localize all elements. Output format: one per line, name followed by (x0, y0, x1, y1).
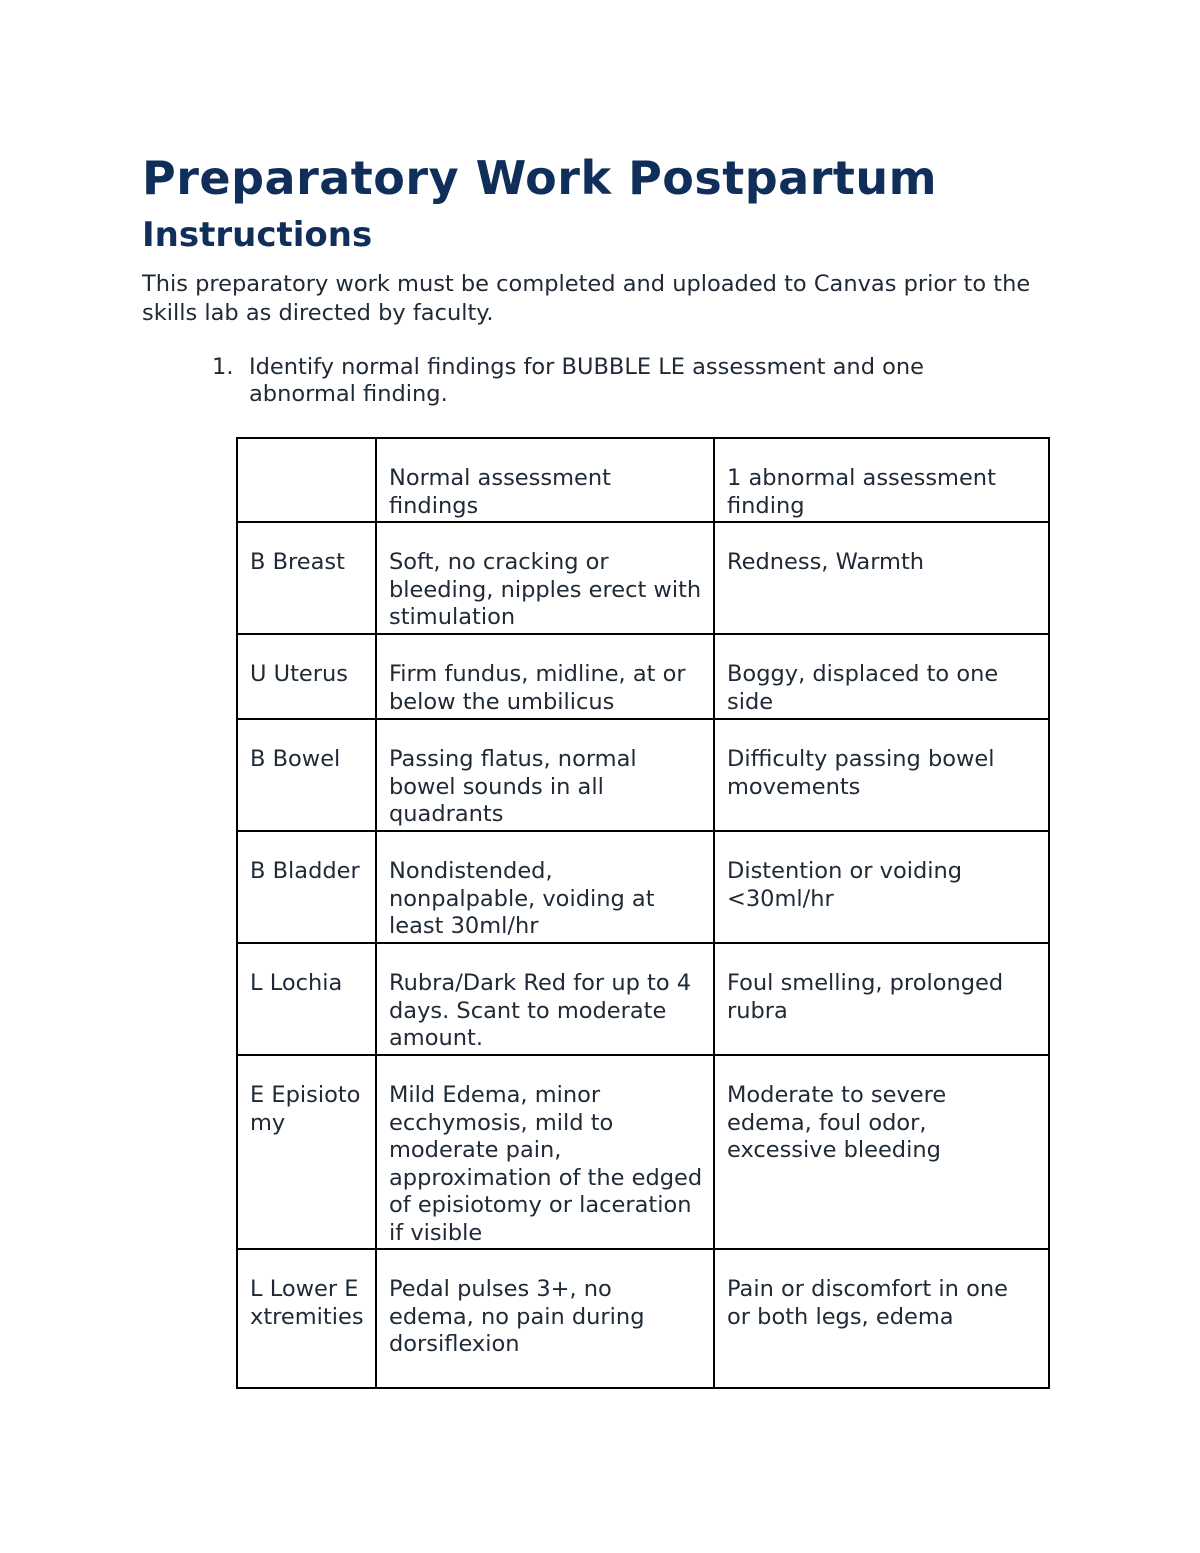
normal-finding-cell: Rubra/Dark Red for up to 4 days. Scant to moderate amount. (376, 943, 714, 1055)
table-row (237, 1249, 1049, 1388)
abnormal-finding-cell: Moderate to severe edema, foul odor, excessive bleeding (714, 1055, 1049, 1249)
table-row (237, 634, 1049, 719)
row-label-cell: L Lochia (237, 943, 376, 1055)
table-row (237, 1055, 1049, 1249)
abnormal-finding-cell: Difficulty passing bowel movements (714, 719, 1049, 831)
row-label-cell: B Bowel (237, 719, 376, 831)
normal-finding-cell: Passing flatus, normal bowel sounds in all quadrants (376, 719, 714, 831)
row-label-cell: B Bladder (237, 831, 376, 943)
header-cell-empty (237, 438, 376, 522)
row-label-cell: L Lower Extremities (237, 1249, 376, 1388)
abnormal-finding-cell: Foul smelling, prolonged rubra (714, 943, 1049, 1055)
normal-finding-cell: Nondistended, nonpalpable, voiding at least 30ml/hr (376, 831, 714, 943)
normal-finding-cell: Firm fundus, midline, at or below the umbilicus (376, 634, 714, 719)
numbered-list-item (212, 354, 1012, 408)
intro-paragraph: This preparatory work must be completed and uploaded to Canvas prior to the skills lab as directed by faculty. (142, 271, 1031, 326)
abnormal-finding-cell: Pain or discomfort in one or both legs, edema (714, 1249, 1049, 1388)
abnormal-finding-cell: Redness, Warmth (714, 522, 1049, 634)
table-header-row (237, 438, 1049, 522)
normal-finding-cell: Mild Edema, minor ecchymosis, mild to moderate pain, approximation of the edged of episiotomy or laceration if visible (376, 1055, 714, 1249)
header-cell-normal: Normal assessment findings (376, 438, 714, 522)
table-row (237, 719, 1049, 831)
table-row (237, 831, 1049, 943)
list-item-number: 1. (212, 354, 234, 380)
page-title: Preparatory Work Postpartum (142, 151, 938, 205)
normal-finding-cell: Soft, no cracking or bleeding, nipples erect with stimulation (376, 522, 714, 634)
table-row (237, 522, 1049, 634)
abnormal-finding-cell: Boggy, displaced to one side (714, 634, 1049, 719)
bubble-le-table (236, 437, 1050, 1389)
header-cell-abnormal: 1 abnormal assessment finding (714, 438, 1049, 522)
normal-finding-cell: Pedal pulses 3+, no edema, no pain during dorsiflexion (376, 1249, 714, 1388)
row-label-cell: E Episiotomy (237, 1055, 376, 1249)
abnormal-finding-cell: Distention or voiding <30ml/hr (714, 831, 1049, 943)
table-row (237, 943, 1049, 1055)
row-label-cell: B Breast (237, 522, 376, 634)
section-heading-instructions: Instructions (142, 215, 373, 255)
list-item-text: Identify normal findings for BUBBLE LE assessment and one abnormal finding. (249, 354, 924, 407)
row-label-cell: U Uterus (237, 634, 376, 719)
